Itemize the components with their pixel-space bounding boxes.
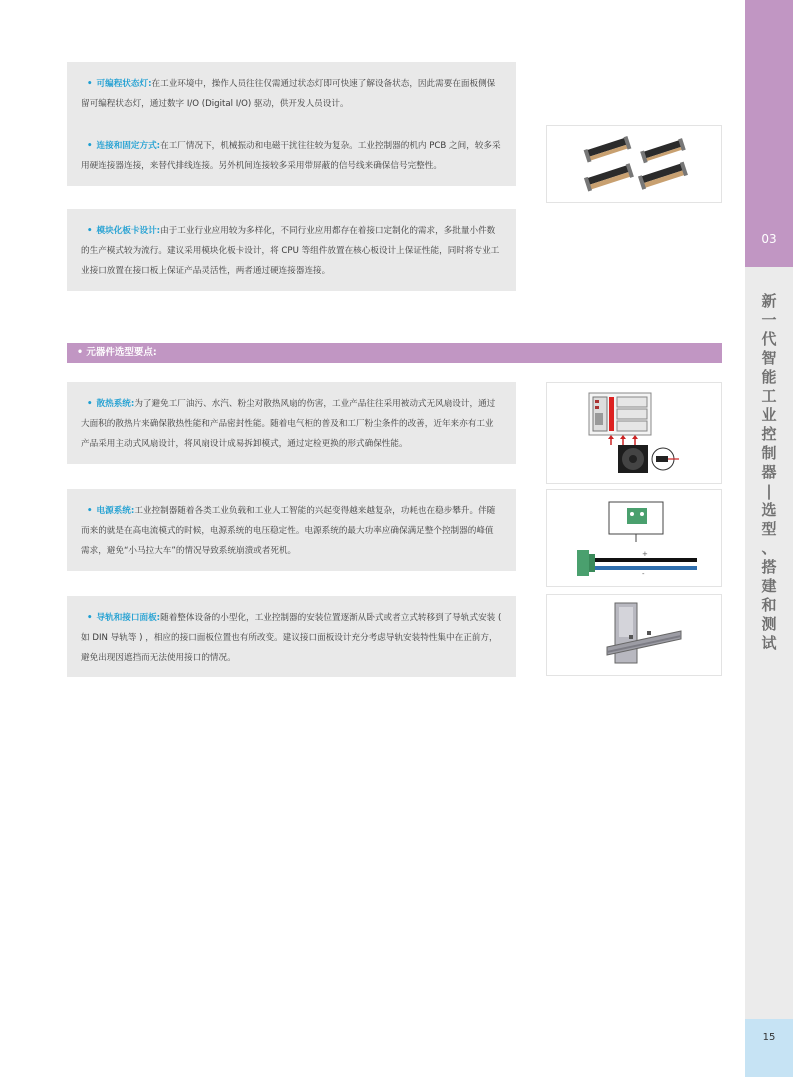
negative-label: - <box>642 570 645 578</box>
chapter-title-char: 、 <box>761 539 777 557</box>
cooling-fan-image <box>546 382 722 484</box>
block-heading: • 连接和固定方式: <box>81 141 160 151</box>
board-connector-illustration <box>547 126 721 202</box>
block-text: 随着整体设备的小型化，工业控制器的安装位置逐渐从卧式或者立式转移到了导轨式安装 ( 如 DIN 导轨等 ) ，相应的接口面板位置也有所改变。建议接口面板设计充分考虑导轨安装特性集中在正前方，避免出现因遮挡而无法使用接口的情况。 <box>81 613 502 663</box>
block-heading: • 散热系统: <box>81 399 134 409</box>
chapter-title <box>745 292 793 653</box>
chapter-title-char: 测 <box>761 615 777 633</box>
status-light-block <box>67 62 516 124</box>
chapter-title-char: 试 <box>761 634 777 652</box>
modular-block <box>67 209 516 291</box>
chapter-title-char: 代 <box>761 330 777 348</box>
board-connector-image <box>546 125 722 203</box>
chapter-title-char: 建 <box>761 577 777 595</box>
block-heading: • 导轨和接口面板: <box>81 613 160 623</box>
block-heading: • 可编程状态灯: <box>81 79 152 89</box>
block-heading: • 电源系统: <box>81 506 134 516</box>
page-number-tab <box>745 1019 793 1077</box>
block-heading: • 模块化板卡设计: <box>81 226 160 236</box>
chapter-title-char: 选 <box>761 501 777 519</box>
chapter-title-char: 智 <box>761 349 777 367</box>
power-connector-illustration <box>547 490 721 586</box>
power-connector-image <box>546 489 722 587</box>
block-text: 在工业环境中，操作人员往往仅需通过状态灯即可快速了解设备状态，因此需要在面板侧保留可编程状态灯，通过数字 I/O (Digital I/O) 驱动，供开发人员设计。 <box>81 79 496 109</box>
chapter-title-char: 控 <box>761 425 777 443</box>
chapter-title-char: 搭 <box>761 558 777 576</box>
din-rail-illustration <box>547 595 721 675</box>
chapter-title-char: 一 <box>761 311 777 329</box>
chapter-title-char: 型 <box>761 520 777 538</box>
page-number: 15 <box>762 1032 776 1043</box>
chapter-title-char: 能 <box>761 368 777 386</box>
chapter-title-char: 业 <box>761 406 777 424</box>
chapter-title-char: 和 <box>761 596 777 614</box>
chapter-title-char: 工 <box>761 387 777 405</box>
block-text: 在工厂情况下，机械振动和电磁干扰往往较为复杂。工业控制器的机内 PCB 之间，较多采用硬连接器连接，来替代排线连接。另外机间连接较多采用带屏蔽的信号线来确保信号完整性。 <box>81 141 501 171</box>
chapter-number: 03 <box>761 232 777 246</box>
block-text: 工业控制器随着各类工业负载和工业人工智能的兴起变得越来越复杂，功耗也在稳步攀升。伴随而来的就是在高电流模式的时候，电源系统的电压稳定性。电源系统的最大功率应确保满足整个控制器的峰值需求，避免“小马拉大车”的情况导致系统崩溃或者死机。 <box>81 506 496 556</box>
chapter-tab <box>745 0 793 267</box>
chapter-title-char: | <box>766 482 772 500</box>
din-rail-image <box>546 594 722 676</box>
chapter-title-char: 器 <box>761 463 777 481</box>
block-text: 为了避免工厂油污、水汽、粉尘对散热风扇的伤害，工业产品往往采用被动式无风扇设计，通过大面积的散热片来确保散热性能和产品密封性能。随着电气柜的普及和工厂粉尘条件的改善，近年来亦有工业产品采用主动式风扇设计，将风扇设计成易拆卸模式，通过定检更换的形式确保性能。 <box>81 399 496 449</box>
fan-module-illustration <box>547 383 721 483</box>
block-text: 由于工业行业应用较为多样化，不同行业应用都存在着接口定制化的需求，多批量小件数的生产模式较为流行。建议采用模块化板卡设计，将 CPU 等组件放置在核心板设计上保证性能，同时将专业工业接口放置在接口板上保证产品灵活性，两者通过硬连接器连接。 <box>81 226 500 276</box>
power-block <box>67 489 516 571</box>
cooling-block <box>67 382 516 464</box>
connection-block <box>67 124 516 186</box>
chapter-title-char: 新 <box>761 292 777 310</box>
positive-label: + <box>642 550 648 558</box>
rail-block <box>67 596 516 677</box>
section-header-component-selection: • 元器件选型要点: <box>67 343 722 363</box>
chapter-title-char: 制 <box>761 444 777 462</box>
